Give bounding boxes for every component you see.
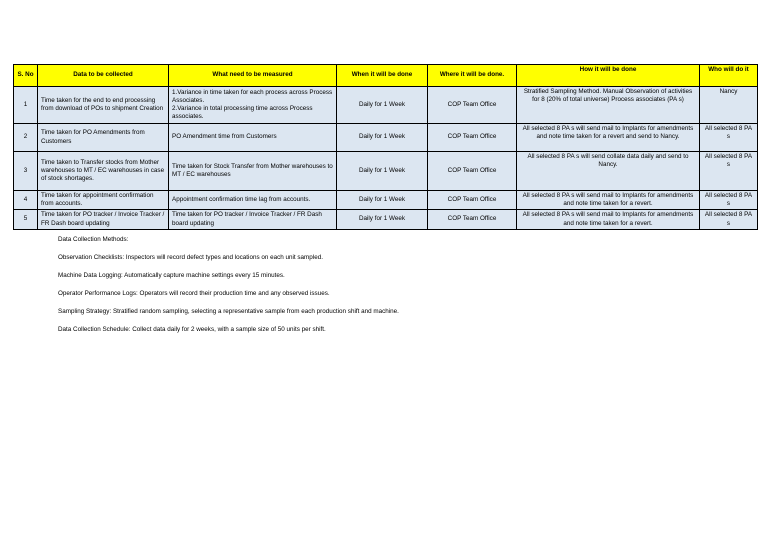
- note-observation-checklists: Observation Checklists: Inspectors will record defect types and locations on each unit sampled.: [58, 254, 323, 261]
- cell-where: COP Team Office: [428, 210, 517, 229]
- cell-sno: 5: [14, 210, 38, 229]
- header-who: Who will do it: [700, 65, 758, 87]
- cell-where: COP Team Office: [428, 152, 517, 191]
- table-row: [14, 87, 758, 124]
- cell-how: All selected 8 PA s will send collate data daily and send to Nancy.: [517, 152, 700, 191]
- cell-what-measured: Time taken for Stock Transfer from Mother warehouses to MT / EC warehouses: [169, 152, 337, 191]
- cell-data-collected: Time taken to Transfer stocks from Mother warehouses to MT / EC warehouses in case of stock shortages.: [38, 152, 169, 191]
- cell-when: Daily for 1 Week: [337, 210, 428, 229]
- data-collection-plan-table: [13, 64, 758, 230]
- cell-how: All selected 8 PA s will send mail to Implants for amendments and note time taken for a revert.: [517, 210, 700, 229]
- cell-who: All selected 8 PA s: [700, 124, 758, 152]
- table-row: [14, 124, 758, 152]
- cell-who: Nancy: [700, 87, 758, 124]
- cell-who: All selected 8 PA s: [700, 152, 758, 191]
- cell-what-measured: Appointment confirmation time lag from accounts.: [169, 191, 337, 210]
- cell-who: All selected 8 PA s: [700, 191, 758, 210]
- cell-sno: 1: [14, 87, 38, 124]
- cell-where: COP Team Office: [428, 191, 517, 210]
- data-collection-notes: [58, 236, 399, 344]
- cell-where: COP Team Office: [428, 124, 517, 152]
- header-where: Where it will be done.: [428, 65, 517, 87]
- cell-where: COP Team Office: [428, 87, 517, 124]
- cell-data-collected: Time taken for PO Amendments from Customers: [38, 124, 169, 152]
- table-row: [14, 210, 758, 229]
- header-how: How it will be done: [517, 65, 700, 87]
- cell-data-collected: Time taken for the end to end processing from download of POs to shipment Creation: [38, 87, 169, 124]
- cell-what-measured: 1.Variance in time taken for each process across Process Associates. 2.Variance in total processing time across Process associates.: [169, 87, 337, 124]
- cell-sno: 3: [14, 152, 38, 191]
- notes-heading: Data Collection Methods:: [58, 236, 129, 243]
- table-row: [14, 191, 758, 210]
- cell-sno: 2: [14, 124, 38, 152]
- cell-how: All selected 8 PA s will send mail to Implants for amendments and note time taken for a revert.: [517, 191, 700, 210]
- cell-who: All selected 8 PA s: [700, 210, 758, 229]
- cell-what-measured: Time taken for PO tracker / Invoice Tracker / FR Dash board updating: [169, 210, 337, 229]
- cell-how: Stratified Sampling Method. Manual Observation of activities for 8 (20% of total universe) Process associates (PA s): [517, 87, 700, 124]
- note-sampling-strategy: Sampling Strategy: Stratified random sampling, selecting a representative sample from each production shift and machine.: [58, 308, 399, 315]
- cell-data-collected: Time taken for PO tracker / Invoice Tracker / FR Dash board updating: [38, 210, 169, 229]
- cell-when: Daily for 1 Week: [337, 87, 428, 124]
- header-when: When it will be done: [337, 65, 428, 87]
- cell-when: Daily for 1 Week: [337, 124, 428, 152]
- header-sno: S. No: [14, 65, 38, 87]
- cell-when: Daily for 1 Week: [337, 152, 428, 191]
- cell-data-collected: Time taken for appointment confirmation from accounts.: [38, 191, 169, 210]
- table-row: [14, 152, 758, 191]
- note-operator-performance-logs: Operator Performance Logs: Operators will record their production time and any observed issues.: [58, 290, 330, 297]
- cell-sno: 4: [14, 191, 38, 210]
- table-header-row: [14, 65, 758, 87]
- cell-what-measured: PO Amendment time from Customers: [169, 124, 337, 152]
- header-what-measured: What need to be measured: [169, 65, 337, 87]
- note-machine-data-logging: Machine Data Logging: Automatically capture machine settings every 15 minutes.: [58, 272, 285, 279]
- note-collection-schedule: Data Collection Schedule: Collect data daily for 2 weeks, with a sample size of 50 units per shift.: [58, 326, 326, 333]
- header-data-collected: Data to be collected: [38, 65, 169, 87]
- cell-how: All selected 8 PA s will send mail to Implants for amendments and note time taken for a revert and send to Nancy.: [517, 124, 700, 152]
- cell-when: Daily for 1 Week: [337, 191, 428, 210]
